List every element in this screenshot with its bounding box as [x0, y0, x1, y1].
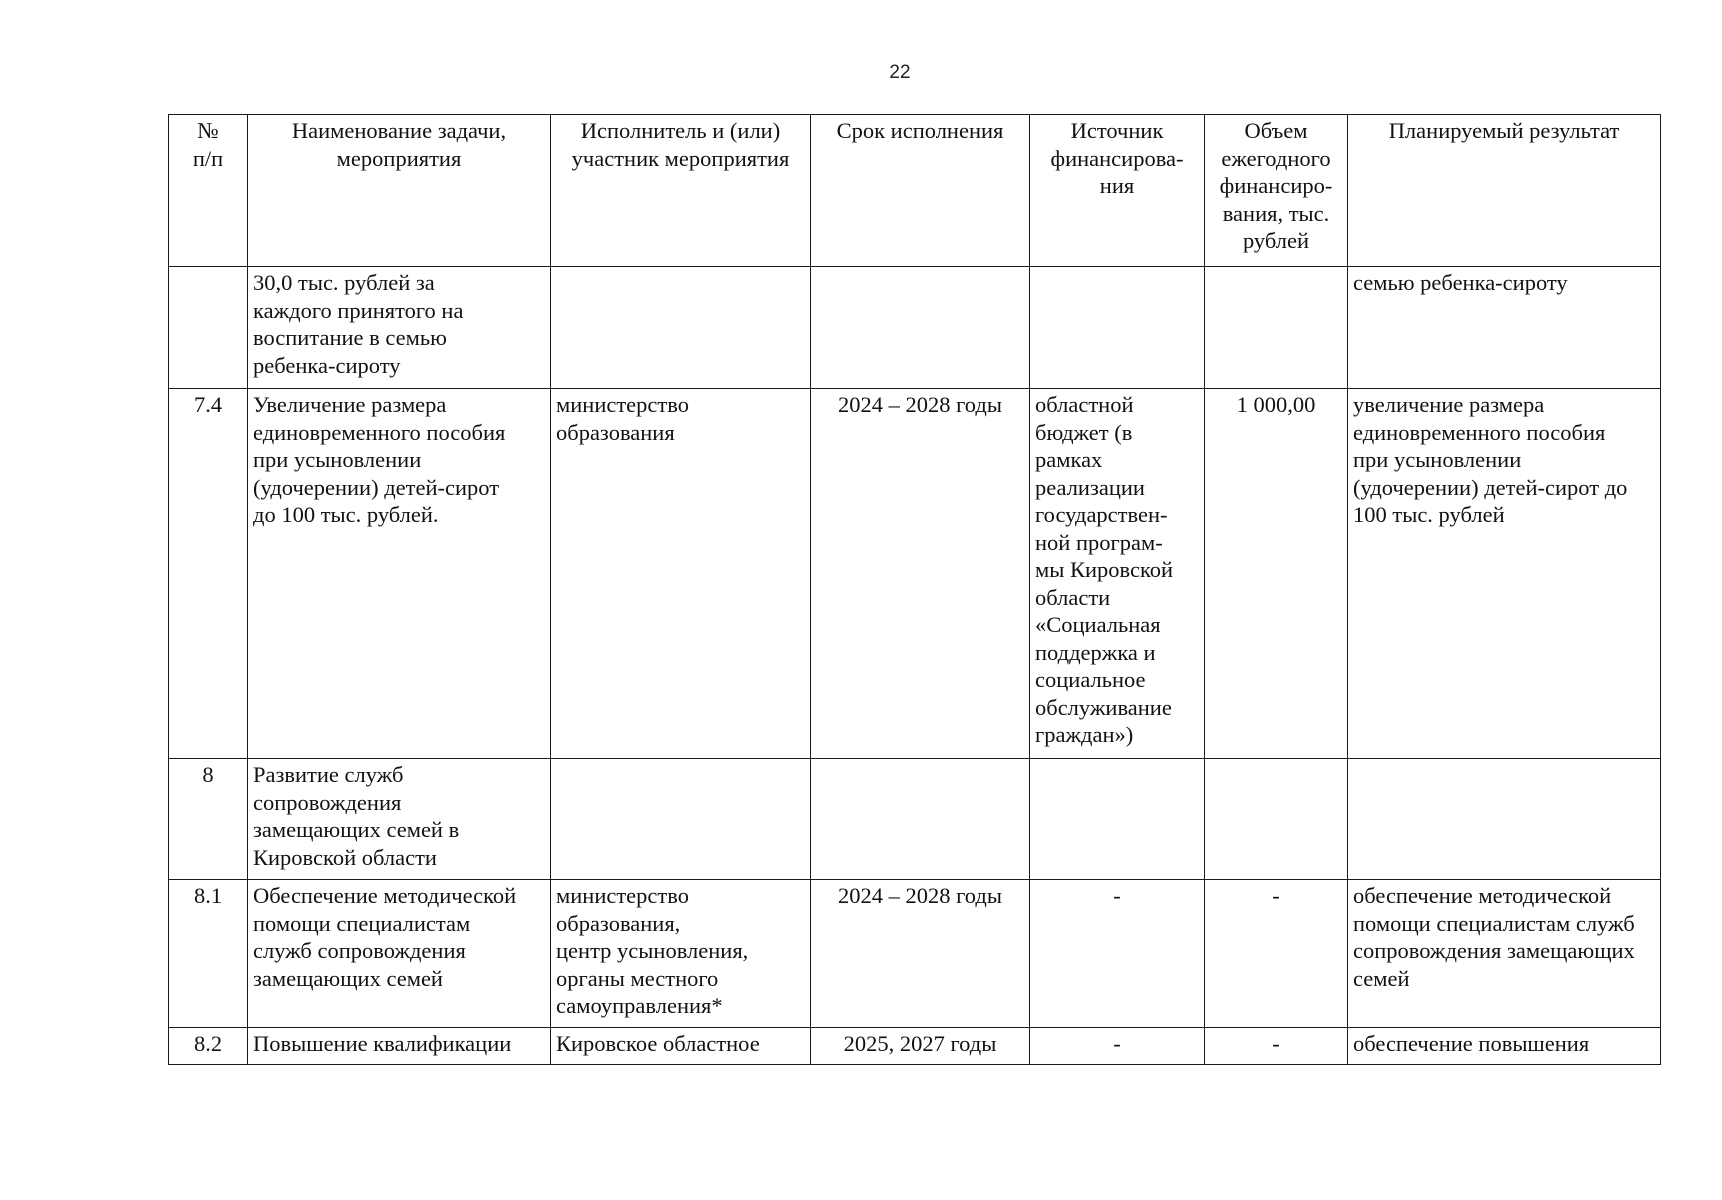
- header-task-name: Наименование задачи, мероприятия: [248, 115, 551, 267]
- cell-number: 7.4: [169, 389, 248, 759]
- table-row: [169, 880, 1661, 1028]
- cell-term: [811, 267, 1030, 389]
- cell-task-name: Увеличение размера единовременного пособия при усыновлении (удочерении) детей-сирот до 100 тыс. рублей.: [248, 389, 551, 759]
- table-row: [169, 389, 1661, 759]
- cell-term: 2025, 2027 годы: [811, 1028, 1030, 1065]
- table-header-row: [169, 115, 1661, 267]
- header-executor: Исполнитель и (или) участник мероприятия: [551, 115, 811, 267]
- cell-executor: Кировское областное: [551, 1028, 811, 1065]
- table-row: [169, 1028, 1661, 1065]
- header-funding-source: Источник финансирова- ния: [1030, 115, 1205, 267]
- cell-funding-volume: [1205, 267, 1348, 389]
- header-funding-volume: Объем ежегодного финансиро- вания, тыс. рублей: [1205, 115, 1348, 267]
- cell-number: 8.1: [169, 880, 248, 1028]
- cell-executor: министерство образования, центр усыновления, органы местного самоуправления*: [551, 880, 811, 1028]
- page-number: 22: [889, 62, 911, 83]
- cell-term: [811, 759, 1030, 880]
- cell-funding-volume: -: [1205, 880, 1348, 1028]
- header-term: Срок исполнения: [811, 115, 1030, 267]
- measures-table: [168, 114, 1661, 1065]
- cell-planned-result: [1348, 759, 1661, 880]
- cell-funding-volume: [1205, 759, 1348, 880]
- cell-task-name: Повышение квалификации: [248, 1028, 551, 1065]
- header-planned-result: Планируемый результат: [1348, 115, 1661, 267]
- cell-task-name: Обеспечение методической помощи специалистам служб сопровождения замещающих семей: [248, 880, 551, 1028]
- cell-funding-source: [1030, 759, 1205, 880]
- cell-funding-source: -: [1030, 880, 1205, 1028]
- cell-executor: министерство образования: [551, 389, 811, 759]
- cell-executor: [551, 267, 811, 389]
- cell-funding-volume: 1 000,00: [1205, 389, 1348, 759]
- cell-term: 2024 – 2028 годы: [811, 389, 1030, 759]
- cell-task-name: 30,0 тыс. рублей за каждого принятого на воспитание в семью ребенка-сироту: [248, 267, 551, 389]
- cell-planned-result: обеспечение методической помощи специалистам служб сопровождения замещающих семей: [1348, 880, 1661, 1028]
- cell-funding-source: -: [1030, 1028, 1205, 1065]
- cell-task-name: Развитие служб сопровождения замещающих семей в Кировской области: [248, 759, 551, 880]
- cell-planned-result: обеспечение повышения: [1348, 1028, 1661, 1065]
- cell-number: 8.2: [169, 1028, 248, 1065]
- cell-number: [169, 267, 248, 389]
- cell-executor: [551, 759, 811, 880]
- table-row: [169, 267, 1661, 389]
- cell-planned-result: увеличение размера единовременного пособия при усыновлении (удочерении) детей-сирот до 100 тыс. рублей: [1348, 389, 1661, 759]
- cell-number: 8: [169, 759, 248, 880]
- header-number: № п/п: [169, 115, 248, 267]
- cell-funding-source: [1030, 267, 1205, 389]
- cell-term: 2024 – 2028 годы: [811, 880, 1030, 1028]
- cell-planned-result: семью ребенка-сироту: [1348, 267, 1661, 389]
- cell-funding-source: областной бюджет (в рамках реализации государствен- ной програм- мы Кировской области «Социальная поддержка и социальное обслуживание граждан»): [1030, 389, 1205, 759]
- cell-funding-volume: -: [1205, 1028, 1348, 1065]
- table-row: [169, 759, 1661, 880]
